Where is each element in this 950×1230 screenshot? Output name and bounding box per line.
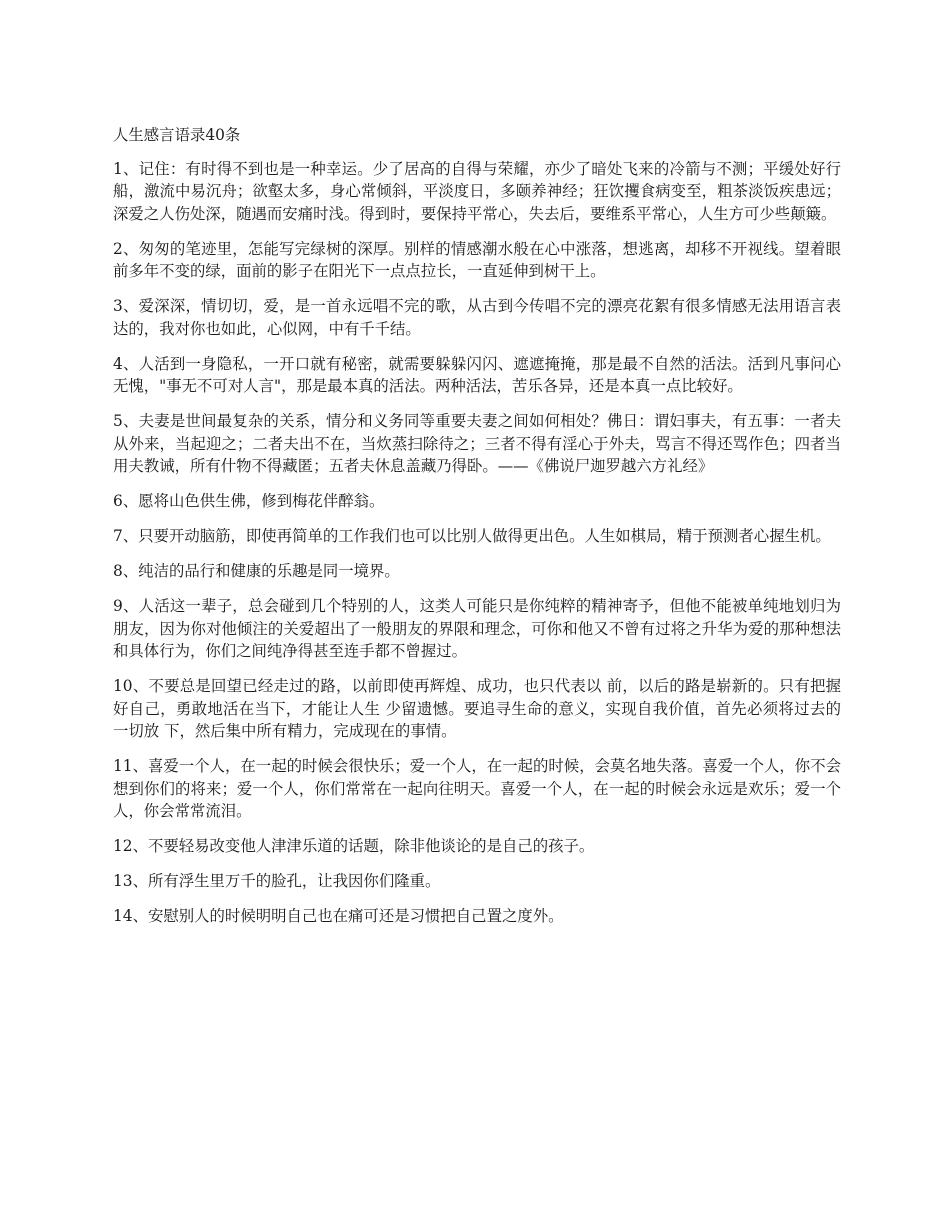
quote-paragraph-5: 5、夫妻是世间最复杂的关系，情分和义务同等重要夫妻之间如何相处？佛日：谓妇事夫，有五事：一者夫从外来，当起迎之；二者夫出不在，当炊蒸扫除待之；三者不得有淫心于外夫，骂言不得还骂作色；四者当用夫教诫，所有什物不得藏匿；五者夫休息盖藏乃得卧。——《佛说尸迦罗越六方礼经》 xyxy=(113,412,841,475)
quote-paragraph-11: 11、喜爱一个人，在一起的时候会很快乐；爱一个人，在一起的时候，会莫名地失落。喜爱一个人，你不会想到你们的将来；爱一个人，你们常常在一起向往明天。喜爱一个人，在一起的时候会永远是欢乐；爱一个人，你会常常流泪。 xyxy=(113,757,841,820)
document-page xyxy=(113,124,841,940)
document-title: 人生感言语录40条 xyxy=(113,126,241,144)
quote-paragraph-1: 1、记住：有时得不到也是一种幸运。少了居高的自得与荣耀，亦少了暗处飞来的冷箭与不测；平缓处好行船，激流中易沉舟；欲壑太多，身心常倾斜，平淡度日，多颐养神经；狂饮攫食病变至，粗茶淡饭疾患远；深爱之人伤处深，随遇而安痛时浅。得到时，要保持平常心，失去后，要维系平常心，人生方可少些颠簸。 xyxy=(113,159,841,223)
quote-paragraph-14: 14、安慰别人的时候明明自己也在痛可还是习惯把自己置之度外。 xyxy=(113,907,564,925)
quote-paragraph-10: 10、不要总是回望已经走过的路，以前即使再辉煌、成功，也只代表以 前，以后的路是崭新的。只有把握好自己，勇敢地活在当下，才能让人生 少留遗憾。要追寻生命的意义，实现自我价值，首先必须将过去的一切放 下，然后集中所有精力，完成现在的事情。 xyxy=(113,677,841,740)
quote-paragraph-3: 3、爱深深，情切切，爱，是一首永远唱不完的歌，从古到今传唱不完的漂亮花絮有很多情感无法用语言表达的，我对你也如此，心似网，中有千千结。 xyxy=(113,297,841,338)
quote-paragraph-9: 9、人活这一辈子，总会碰到几个特别的人，这类人可能只是你纯粹的精神寄予，但他不能被单纯地划归为朋友，因为你对他倾注的关爱超出了一般朋友的界限和理念，可你和他又不曾有过将之升华为爱的那种想法和具体行为，你们之间纯净得甚至连手都不曾握过。 xyxy=(113,597,841,660)
quote-paragraph-2: 2、匆匆的笔迹里，怎能写完绿树的深厚。别样的情感潮水般在心中涨落，想逃离，却移不开视线。望着眼前多年不变的绿，面前的影子在阳光下一点点拉长，一直延伸到树干上。 xyxy=(113,239,841,280)
quote-paragraph-12: 12、不要轻易改变他人津津乐道的话题，除非他谈论的是自己的孩子。 xyxy=(113,837,595,855)
quote-paragraph-4: 4、人活到一身隐私，一开口就有秘密，就需要躲躲闪闪、遮遮掩掩，那是最不自然的活法。活到凡事问心无愧，"事无不可对人言"，那是最本真的活法。两种活法，苦乐各异，还是本真一点比较好。 xyxy=(113,354,841,395)
quote-paragraph-6: 6、愿将山色供生佛，修到梅花伴醉翁。 xyxy=(113,492,385,510)
quote-paragraph-7: 7、只要开动脑筋，即使再简单的工作我们也可以比别人做得更出色。人生如棋局，精于预测者心握生机。 xyxy=(113,527,831,545)
quote-paragraph-13: 13、所有浮生里万千的脸孔，让我因你们隆重。 xyxy=(113,872,441,890)
quote-paragraph-8: 8、纯洁的品行和健康的乐趣是同一境界。 xyxy=(113,562,400,580)
